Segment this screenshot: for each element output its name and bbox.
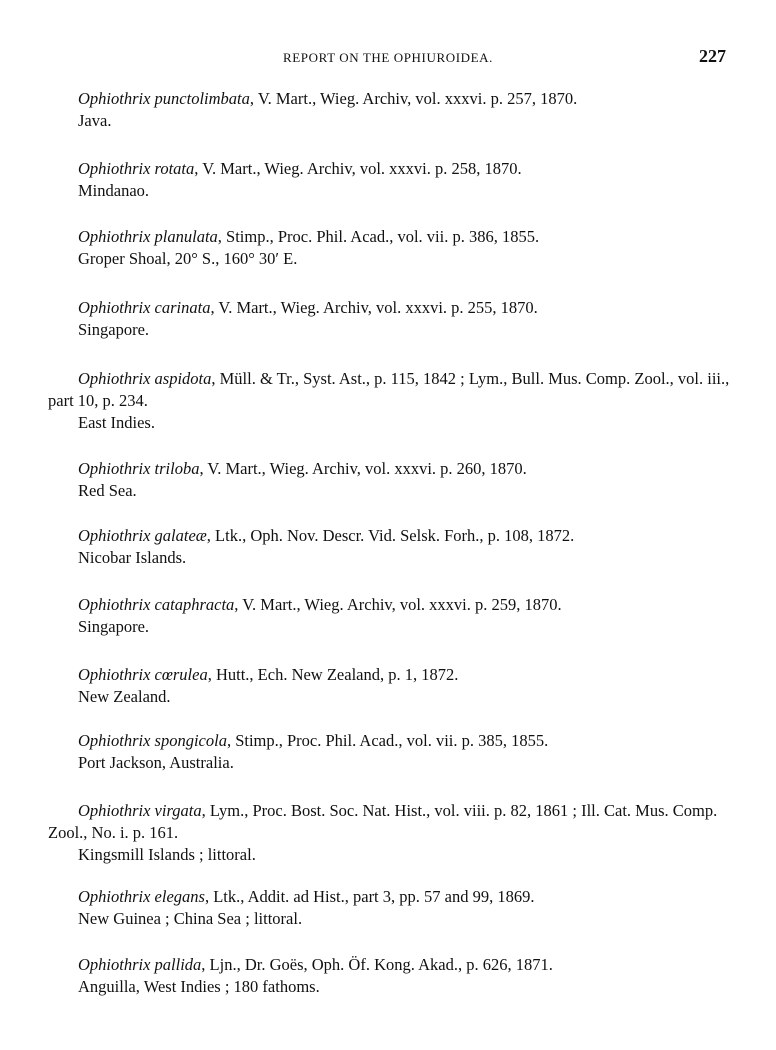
species-name: Ophiothrix spongicola: [78, 731, 227, 750]
species-name: Ophiothrix aspidota: [78, 369, 212, 388]
citation: [48, 730, 738, 752]
running-title: REPORT ON THE OPHIUROIDEA.: [282, 50, 494, 65]
locality: East Indies.: [78, 413, 155, 432]
species-entry: [48, 800, 738, 866]
citation: [48, 88, 738, 110]
species-name: Ophiothrix carinata: [78, 298, 211, 317]
reference: , Stimp., Proc. Phil. Acad., vol. vii. p. 385, 1855.: [226, 731, 549, 750]
citation: [48, 158, 738, 180]
locality: New Zealand.: [78, 687, 171, 706]
citation: [48, 525, 738, 547]
reference: , Ljn., Dr. Goës, Oph. Öf. Kong. Akad., p. 626, 1871.: [201, 955, 553, 974]
citation: [48, 954, 738, 976]
reference: , Ltk., Addit. ad Hist., part 3, pp. 57 and 99, 1869.: [204, 887, 535, 906]
reference: , V. Mart., Wieg. Archiv, vol. xxxvi. p. 259, 1870.: [234, 595, 562, 614]
locality: New Guinea ; China Sea ; littoral.: [78, 909, 303, 928]
locality: Port Jackson, Australia.: [78, 753, 234, 772]
species-entry: [48, 525, 738, 569]
species-name: Ophiothrix rotata: [78, 159, 195, 178]
reference: , Müll. & Tr., Syst. Ast., p. 115, 1842 ; Lym., Bull. Mus. Comp. Zool., vol. iii., part 10, p. 234.: [48, 369, 730, 410]
species-entry: [48, 594, 738, 638]
reference: , V. Mart., Wieg. Archiv, vol. xxxvi. p. 258, 1870.: [194, 159, 522, 178]
locality: Kingsmill Islands ; littoral.: [78, 845, 256, 864]
species-name: Ophiothrix elegans: [78, 887, 205, 906]
reference: , Stimp., Proc. Phil. Acad., vol. vii. p. 386, 1855.: [217, 227, 540, 246]
reference: , Hutt., Ech. New Zealand, p. 1, 1872.: [207, 665, 459, 684]
reference: , V. Mart., Wieg. Archiv, vol. xxxvi. p. 257, 1870.: [249, 89, 578, 108]
species-entry: [48, 458, 738, 502]
species-name: Ophiothrix planulata: [78, 227, 218, 246]
locality: Java.: [78, 111, 112, 130]
species-entry: [48, 297, 738, 341]
locality: Singapore.: [78, 617, 150, 636]
locality: Mindanao.: [78, 181, 150, 200]
species-name: Ophiothrix virgata: [78, 801, 202, 820]
species-entry: [48, 88, 738, 132]
citation: [48, 458, 738, 480]
species-entry: [48, 886, 738, 930]
page-header: [0, 46, 776, 70]
species-name: Ophiothrix pallida: [78, 955, 202, 974]
species-name: Ophiothrix cataphracta: [78, 595, 235, 614]
citation: [48, 226, 738, 248]
species-entry: [48, 158, 738, 202]
citation: [48, 297, 738, 319]
species-name: Ophiothrix cœrulea: [78, 665, 208, 684]
species-entry: [48, 954, 738, 998]
reference: , Ltk., Oph. Nov. Descr. Vid. Selsk. Forh., p. 108, 1872.: [206, 526, 575, 545]
species-entry: [48, 730, 738, 774]
species-entry: [48, 664, 738, 708]
species-name: Ophiothrix triloba: [78, 459, 200, 478]
citation: [48, 800, 738, 844]
citation: [48, 368, 738, 412]
reference: , V. Mart., Wieg. Archiv, vol. xxxvi. p. 260, 1870.: [199, 459, 527, 478]
locality: Groper Shoal, 20° S., 160° 30′ E.: [78, 249, 298, 268]
citation: [48, 594, 738, 616]
locality: Red Sea.: [78, 481, 137, 500]
species-name: Ophiothrix punctolimbata: [78, 89, 250, 108]
locality: Nicobar Islands.: [78, 548, 187, 567]
page-number: 227: [699, 46, 726, 66]
citation: [48, 886, 738, 908]
species-name: Ophiothrix galateæ: [78, 526, 207, 545]
citation: [48, 664, 738, 686]
locality: Singapore.: [78, 320, 150, 339]
reference: , V. Mart., Wieg. Archiv, vol. xxxvi. p. 255, 1870.: [210, 298, 538, 317]
species-entry: [48, 226, 738, 270]
reference: , Lym., Proc. Bost. Soc. Nat. Hist., vol. viii. p. 82, 1861 ; Ill. Cat. Mus. Comp. Zool., No. i. p. 161.: [48, 801, 718, 842]
species-entry: [48, 368, 738, 434]
locality: Anguilla, West Indies ; 180 fathoms.: [78, 977, 320, 996]
